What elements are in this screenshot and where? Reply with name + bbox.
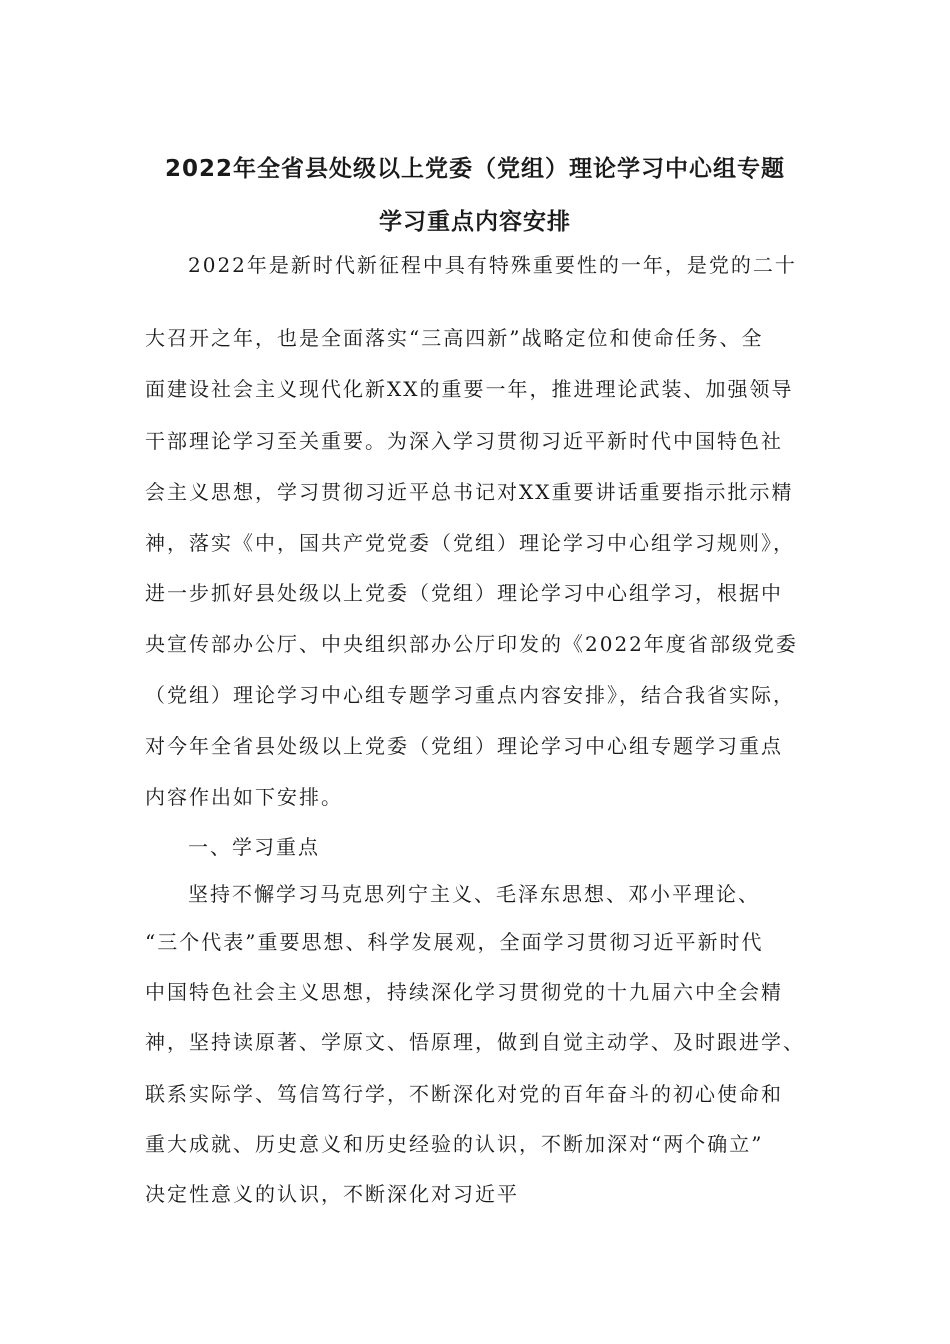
paragraph-1-line-1: 2022年是新时代新征程中具有特殊重要性的一年，是党的二十 xyxy=(188,253,797,277)
paragraph-1-line-6: 神，落实《中，国共产党党委（党组）理论学习中心组学习规则》， xyxy=(145,531,795,555)
paragraph-2-line-6: 重大成就、历史意义和历史经验的认识，不断加深对“两个确立” xyxy=(145,1132,764,1156)
paragraph-1-line-9: （党组）理论学习中心组专题学习重点内容安排》，结合我省实际， xyxy=(145,683,795,707)
paragraph-2-line-7: 决定性意义的认识，不断深化对习近平 xyxy=(145,1182,519,1206)
paragraph-1-line-3: 面建设社会主义现代化新XX的重要一年，推进理论武装、加强领导 xyxy=(145,377,794,401)
paragraph-1-line-10: 对今年全省县处级以上党委（党组）理论学习中心组专题学习重点 xyxy=(145,734,783,758)
paragraph-2-line-1: 坚持不懈学习马克思列宁主义、毛泽东思想、邓小平理论、 xyxy=(188,882,760,906)
paragraph-1-line-8: 央宣传部办公厅、中央组织部办公厅印发的《2022年度省部级党委 xyxy=(145,632,798,656)
document-title-line-1: 2022年全省县处级以上党委（党组）理论学习中心组专题 xyxy=(164,156,785,182)
paragraph-1-line-11: 内容作出如下安排。 xyxy=(145,785,343,809)
paragraph-1-line-2: 大召开之年，也是全面落实“三高四新”战略定位和使命任务、全 xyxy=(145,326,764,350)
paragraph-2-line-5: 联系实际学、笃信笃行学，不断深化对党的百年奋斗的初心使命和 xyxy=(145,1082,783,1106)
paragraph-2-line-2: “三个代表”重要思想、科学发展观，全面学习贯彻习近平新时代 xyxy=(145,930,764,954)
paragraph-2-line-3: 中国特色社会主义思想，持续深化学习贯彻党的十九届六中全会精 xyxy=(145,980,783,1004)
paragraph-2-line-4: 神，坚持读原著、学原文、悟原理，做到自觉主动学、及时跟进学、 xyxy=(145,1030,805,1054)
section-1-heading: 一、学习重点 xyxy=(188,835,320,859)
paragraph-1-line-7: 进一步抓好县处级以上党委（党组）理论学习中心组学习，根据中 xyxy=(145,581,783,605)
document-title-line-2: 学习重点内容安排 xyxy=(379,209,571,235)
paragraph-1-line-5: 会主义思想，学习贯彻习近平总书记对XX重要讲话重要指示批示精 xyxy=(145,480,794,504)
paragraph-1-line-4: 干部理论学习至关重要。为深入学习贯彻习近平新时代中国特色社 xyxy=(145,429,783,453)
